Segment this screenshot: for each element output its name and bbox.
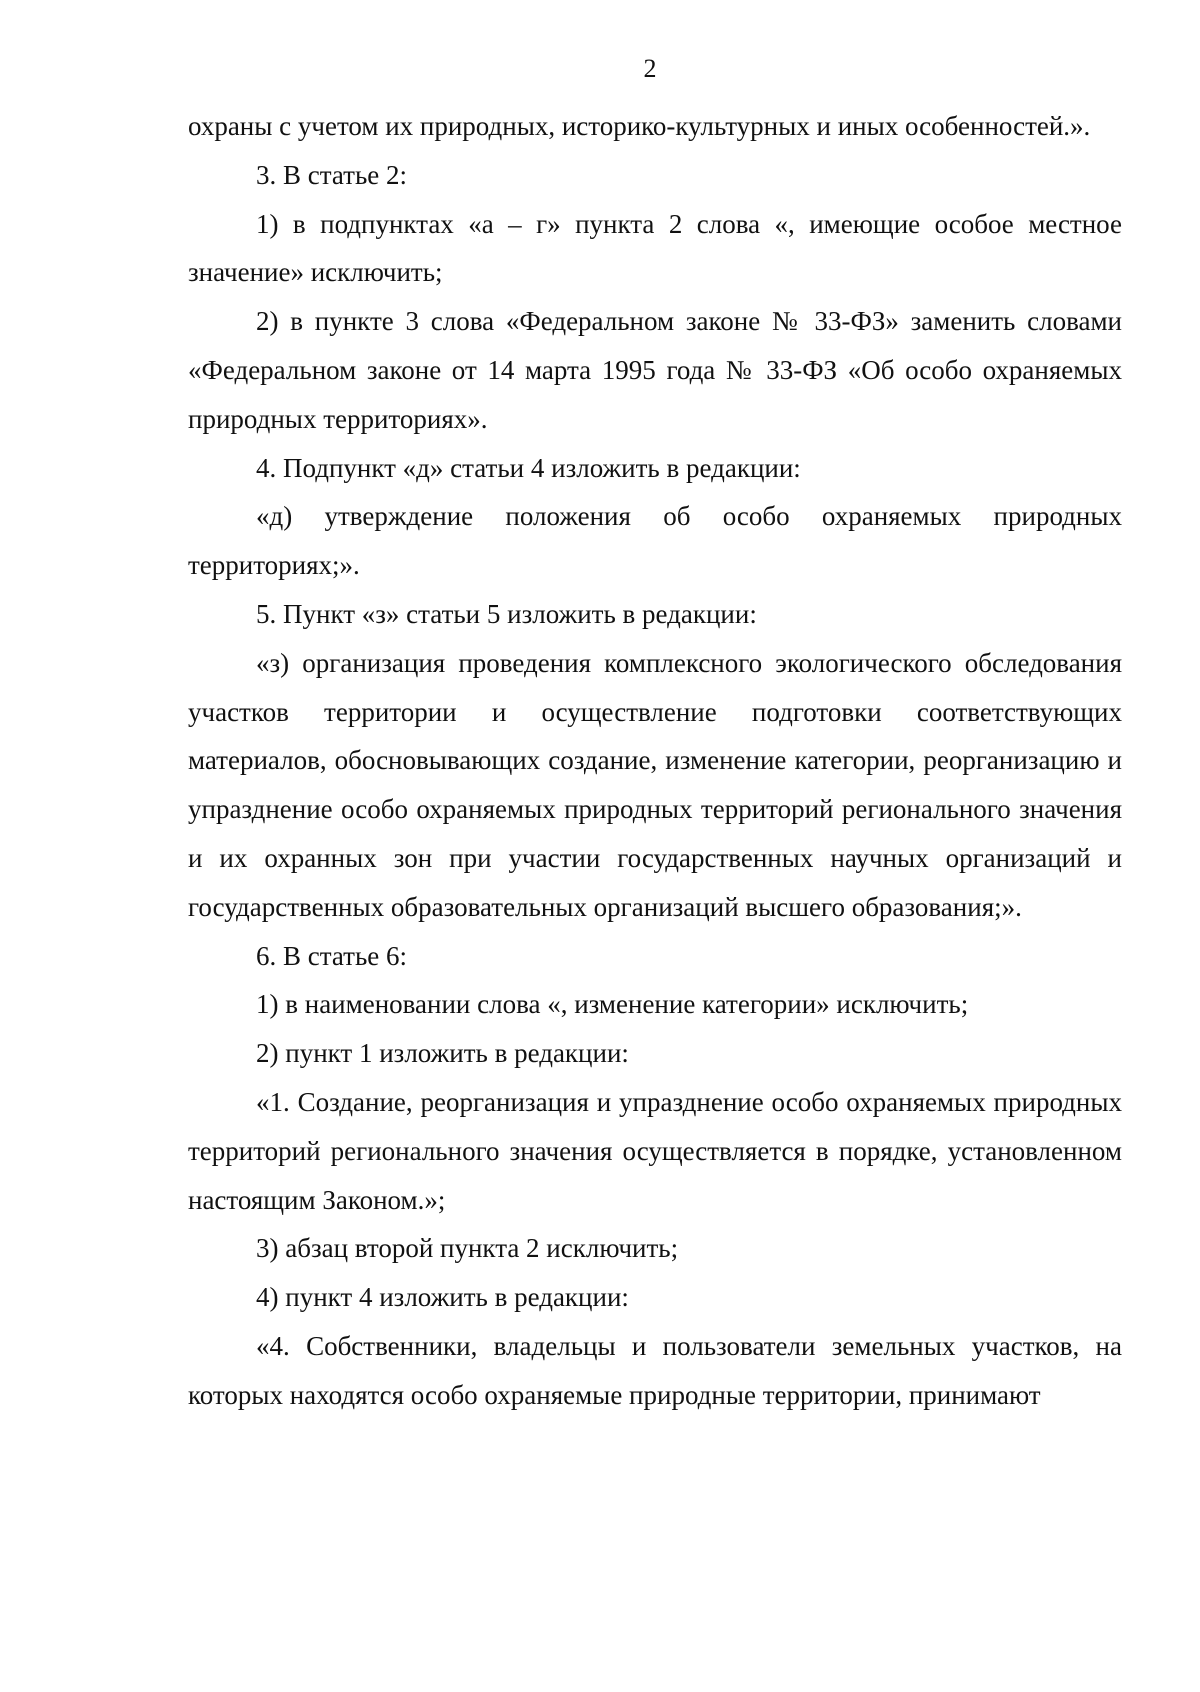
paragraph: 6. В статье 6: — [256, 940, 408, 971]
paragraph: 4. Подпункт «д» статьи 4 изложить в редакции: — [256, 452, 801, 483]
page-number: 2 — [643, 54, 657, 83]
paragraph: 1) в подпунктах «а – г» пункта 2 слова «, имеющие особое местное значение» исключить; — [188, 208, 1122, 288]
paragraph: «1. Создание, реорганизация и упразднение особо охраняемых природных территорий регионального значения осуществляется в порядке, установленном настоящим Законом.»; — [188, 1086, 1122, 1215]
paragraph: охраны с учетом их природных, историко-культурных и иных особенностей.». — [188, 111, 1091, 141]
paragraph: 4) пункт 4 изложить в редакции: — [256, 1282, 629, 1313]
paragraph: 5. Пункт «з» статьи 5 изложить в редакции: — [256, 598, 757, 629]
paragraph: 3. В статье 2: — [256, 159, 408, 190]
document-body — [188, 102, 1122, 1420]
paragraph: «4. Собственники, владельцы и пользователи земельных участков, на которых находятся особо охраняемые природные территории, принимают — [188, 1330, 1122, 1410]
paragraph: 1) в наименовании слова «, изменение категории» исключить; — [256, 989, 969, 1020]
paragraph: «з) организация проведения комплексного экологического обследования участков территории и осуществление подготовки соответствующих материалов, обосновывающих создание, изменение категории, реорганизацию и упразднение особо охраняемых природных территорий регионального значения и их охранных зон при участии государственных научных организаций и государственных образовательных организаций высшего образования;». — [188, 647, 1122, 922]
paragraph: 2) в пункте 3 слова «Федеральном законе № 33-ФЗ» заменить словами «Федеральном законе от 14 марта 1995 года № 33-ФЗ «Об особо охраняемых природных территориях». — [188, 306, 1122, 434]
paragraph: 3) абзац второй пункта 2 исключить; — [256, 1233, 679, 1264]
paragraph: «д) утверждение положения об особо охраняемых природных территориях;». — [188, 501, 1122, 581]
paragraph: 2) пункт 1 изложить в редакции: — [256, 1038, 629, 1069]
